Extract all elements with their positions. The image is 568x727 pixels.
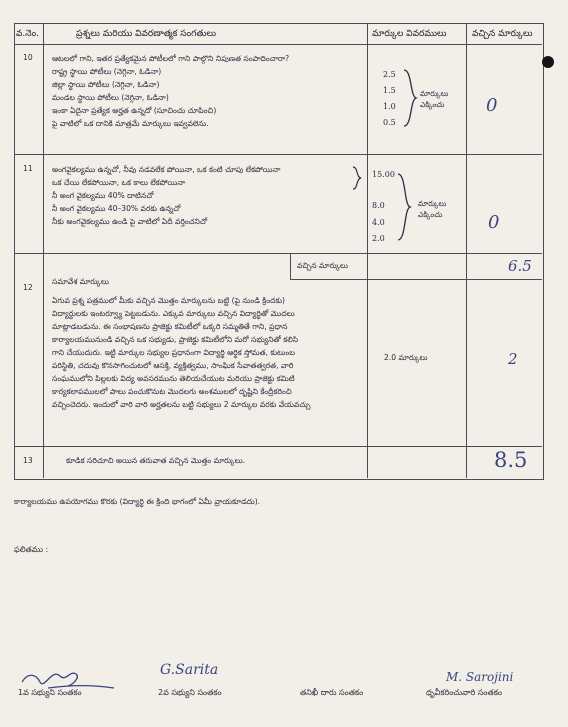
brace-icon xyxy=(396,172,412,242)
row-11-line-2: ఒక చేయి లేకపోయినా, ఒక కాలు లేకపోయినా xyxy=(52,178,186,187)
header-sno: వ.నెం. xyxy=(16,29,40,39)
row-11-mark-option: 15.00 xyxy=(372,170,395,179)
row-sep xyxy=(14,154,542,155)
row-12-marks: 2.0 మార్కులు xyxy=(384,353,428,362)
row-10-mark-option: 1.5 xyxy=(383,86,396,95)
row-number: 12 xyxy=(23,283,33,292)
row-11-marks-label: ఎక్కించు xyxy=(418,210,443,219)
row-12-line-5: కార్యాలయమునుండి వచ్చిన ఒక సభ్యుడు, ప్రాజెక్టు కమిటీలోని మరో సభ్యునితో కలిసి xyxy=(52,335,299,344)
brace-icon xyxy=(352,166,362,190)
signature-evaluator: M. Sarojini xyxy=(446,670,514,684)
brace-icon xyxy=(402,68,418,128)
row-12-line-1: సమావేశ మార్కులు xyxy=(52,277,109,286)
row-10-mark-option: 1.0 xyxy=(383,102,396,111)
row-10-marks-label: ఎక్కించు xyxy=(420,100,445,109)
row-13-text: కూడిక సరిచూచి అయిన తరువాత వచ్చిన మొత్తం మార్కులు. xyxy=(66,456,246,465)
row-11-line-1: అంగవైకల్యము ఉన్నచో, నీవు నడవలేక పోయినా, ఒక కంటి చూపు లేకపోయినా xyxy=(52,165,281,174)
row-12-line-9: కార్యకలాపములలో పాలు పంచుకొనుట మొదలగు అంశములలో దృష్టిని కేంద్రీకరించి xyxy=(52,387,292,396)
col-sep xyxy=(43,23,44,478)
row-11-mark-option: 4.0 xyxy=(372,218,385,227)
row-11-marks-label: మార్కులు xyxy=(418,199,447,208)
evaluator-label: ధృవీకరించువారి సంతకం xyxy=(426,688,502,697)
total-score: 8.5 xyxy=(494,448,528,472)
row-11-score: 0 xyxy=(488,212,500,233)
subtotal-label: వచ్చిన మార్కులు xyxy=(297,261,349,270)
row-10-line-5: ఇంకా ఏదైనా ప్రత్యేక అర్హత ఉన్నదో (సూచించు చూపించి) xyxy=(52,106,217,115)
row-10-mark-option: 0.5 xyxy=(383,118,396,127)
header-marks-details: మార్కుల వివరములు xyxy=(372,29,447,39)
note-text: కార్యాలయము ఉపయోగము కొరకు (విద్యార్థి ఈ క్రింది భాగంలో ఏమీ వ్రాయకూడదు). xyxy=(14,497,261,506)
row-12-line-8: సంఘములోని పిల్లలకు విద్య అవసరమును తెలియచేయుట మరియు ప్రాజెక్టు కమిటి xyxy=(52,374,295,383)
col-sep xyxy=(466,23,467,478)
col-sep xyxy=(290,253,291,279)
reviewer-label: తనిఖీ దారు సంతకం xyxy=(300,688,364,697)
punch-hole xyxy=(542,56,554,68)
row-sep xyxy=(290,279,542,280)
row-sep xyxy=(14,446,542,447)
header-marks-obtained: వచ్చిన మార్కులు xyxy=(472,29,533,39)
member1-label: 1వ సభ్యుని సంతకం xyxy=(18,688,82,697)
row-10-line-3: జిల్లా స్థాయి పోటీలు (నెగ్గినా, ఓడినా) xyxy=(52,80,160,89)
row-10-line-1: ఆటలలో గాని, ఇతర ప్రత్యేకమైన పోటీలలో గాని పాల్గొని నిపుణత సంపాదించారా? xyxy=(52,54,290,63)
row-10-score: 0 xyxy=(486,95,498,116)
row-11-mark-option: 2.0 xyxy=(372,234,385,243)
row-sep xyxy=(14,253,542,254)
row-11-line-4: నీ అంగ వైకల్యము 40–30% వరకు ఉన్నచో xyxy=(52,204,181,213)
row-10-mark-option: 2.5 xyxy=(383,70,396,79)
row-11-line-3: నీ అంగ వైకల్యము 40% దాటినచో xyxy=(52,191,154,200)
row-12-line-10: వచ్చించెదరు. ఇందులో వారి వారి అర్హతలను బట్టి సభ్యులు 2 మార్కుల వరకు వేయవచ్చు xyxy=(52,400,311,409)
row-12-line-7: పరిస్థితి, చదువు కొనసాగించుటలో ఆసక్తి, వ్యక్తిత్వము, సాంఘిక సేవాతత్వరత, వారి xyxy=(52,361,294,370)
col-sep xyxy=(367,23,368,478)
row-number: 11 xyxy=(23,164,33,173)
row-number: 13 xyxy=(23,456,33,465)
row-10-line-2: రాష్ట్ర స్థాయి పోటీలు (నెగ్గినా, ఓడినా) xyxy=(52,67,162,76)
row-12-score: 2 xyxy=(508,350,518,368)
row-number: 10 xyxy=(23,53,33,62)
row-10-marks-label: మార్కులు xyxy=(420,89,449,98)
row-10-line-4: మండల స్థాయి పోటీలు (నెగ్గినా, ఓడినా) xyxy=(52,93,169,102)
row-11-line-5: నీకు అంగవైకల్యము ఉండి పై వాటిలో ఏదీ వర్తించనిచో xyxy=(52,217,208,226)
row-11-mark-option: 8.0 xyxy=(372,201,385,210)
row-sep xyxy=(14,44,542,45)
result-label: ఫలితము : xyxy=(14,545,49,554)
row-12-line-6: గాని చేయుదురు. ఇట్టి మార్కుల సభ్యుల ప్రధానంగా విద్యార్థి ఆర్థిక స్తోమత, కుటుంబ xyxy=(52,348,295,357)
row-10-line-6: పై వాటిలో ఒక దానికి మాత్రమే మార్కులు ఇవ్వవలెను. xyxy=(52,119,209,128)
member2-label: 2వ సభ్యుని సంతకం xyxy=(158,688,222,697)
subtotal-score: 6.5 xyxy=(508,257,532,275)
header-questions: ప్రశ్నలు మరియు వివరణాత్మక సంగతులు xyxy=(76,29,216,39)
row-12-line-2: ఏగువ ప్రశ్న పత్రములో మీకు వచ్చిన మొత్తం మార్కులను బట్టి (పై నుండి క్రిందకు) xyxy=(52,296,285,305)
row-12-line-3: విద్యార్థులకు ఇంటర్వ్యూ పెట్టబడును. ఎక్కువ మార్కులు వచ్చిన విద్యార్థితో మొదలు xyxy=(52,309,295,318)
signature-member2: G.Sarita xyxy=(160,662,219,678)
row-12-line-4: మాట్లాడబడును. ఈ సంభాషణను ప్రాజెక్టు కమిటీలో ఒక్కరి సమ్మతితే గాని, ప్రధాన xyxy=(52,322,288,331)
